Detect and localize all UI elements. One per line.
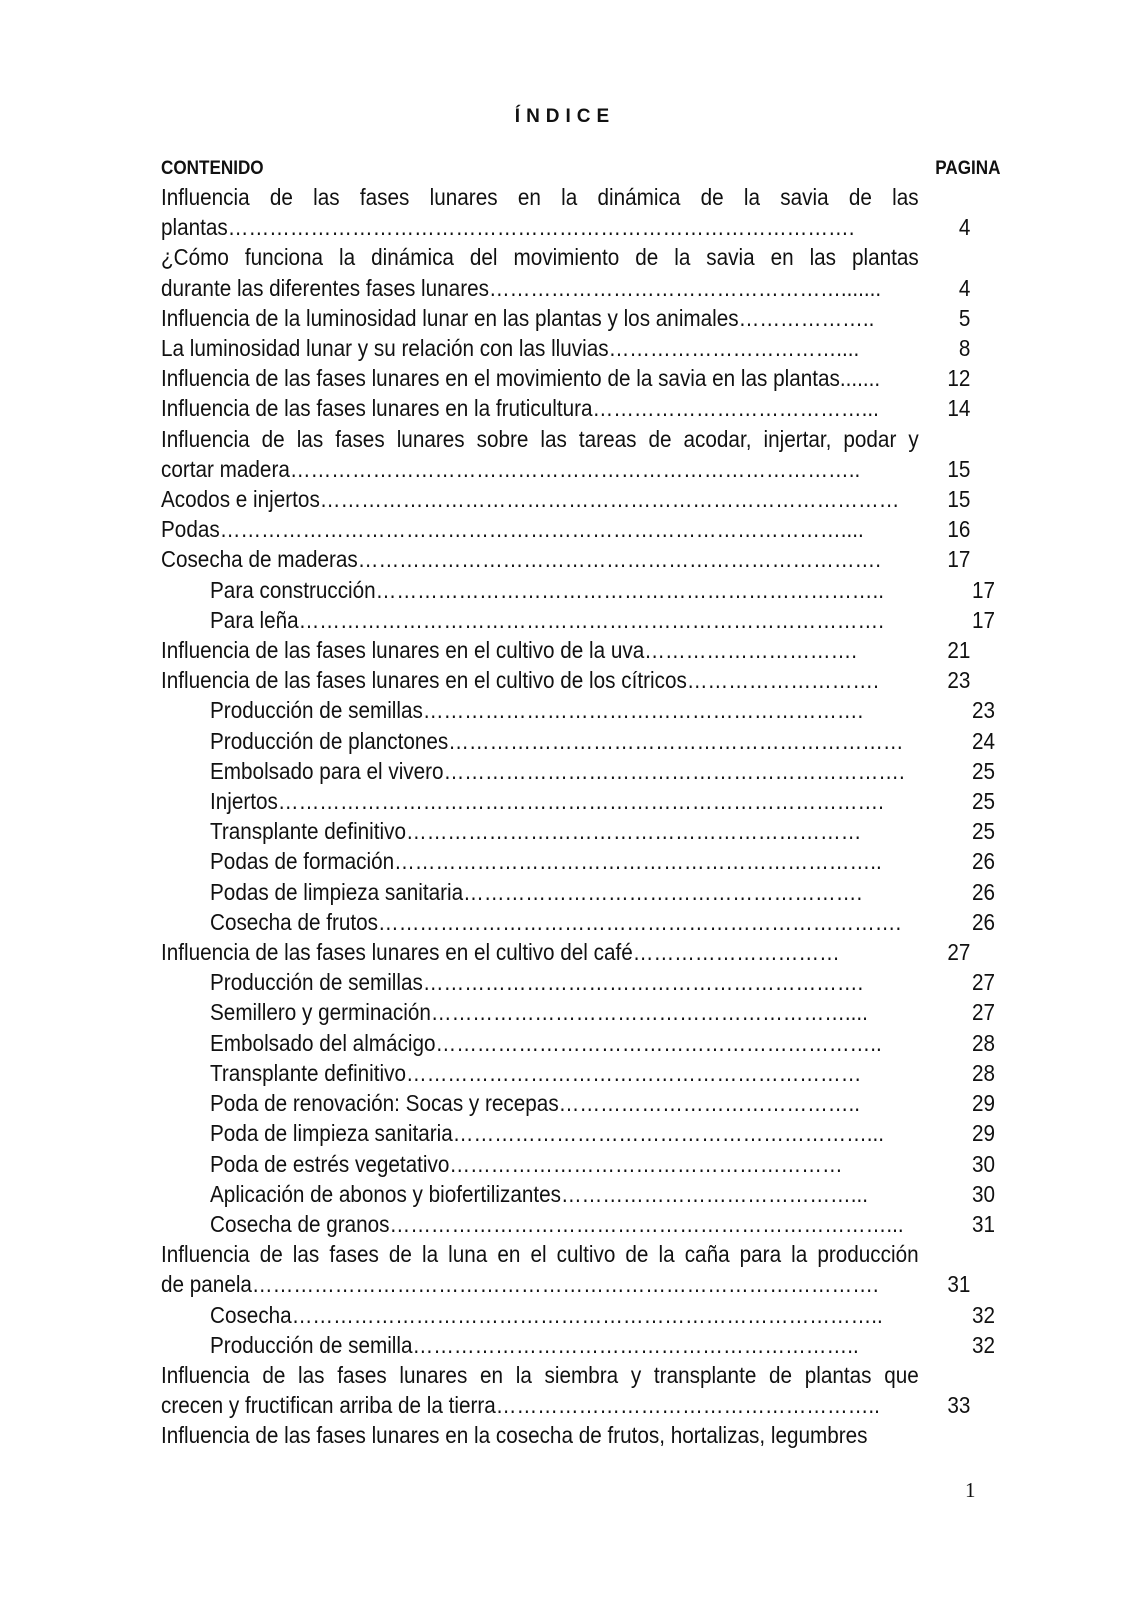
toc-page-number: 26	[971, 908, 995, 935]
toc-entry-continued	[161, 242, 983, 272]
toc-page-number: 17	[947, 546, 971, 573]
toc-page-number: 32	[971, 1301, 995, 1328]
toc-entry	[161, 1420, 983, 1450]
toc-entry-label: La luminosidad lunar y su relación con las lluvias……………………………....	[161, 335, 860, 362]
toc-entry-label: Para construcción………………………………………………………………..	[210, 576, 884, 603]
toc-entry-label: ¿Cómo funciona la dinámica del movimiento de la savia en las plantas	[161, 244, 919, 271]
toc-page-number: 27	[947, 939, 971, 966]
toc-entry-label: Influencia de las fases lunares en la dinámica de la savia de las	[161, 184, 919, 210]
toc-page-number: 21	[947, 637, 971, 664]
toc-entry-label: crecen y fructifican arriba de la tierra………………………………………………..	[161, 1392, 880, 1419]
toc-page-number: 23	[971, 697, 995, 724]
toc-entry-label: Embolsado para el vivero………………………………………………………….	[210, 757, 905, 784]
toc-entry	[161, 212, 983, 242]
toc-entry	[161, 816, 995, 846]
toc-entry	[161, 273, 983, 303]
toc-entry	[161, 1390, 983, 1420]
toc-page-number: 26	[971, 848, 995, 875]
toc-entry	[161, 1058, 995, 1088]
toc-entry-label: Para leña………………………………………………………………………….	[210, 606, 884, 633]
page-number-footer: 1	[965, 1478, 976, 1502]
toc-entry	[161, 846, 995, 876]
toc-entry	[161, 1209, 995, 1239]
toc-entry-label: Influencia de las fases lunares en la siembra y transplante de plantas que	[161, 1361, 919, 1388]
toc-entry-label: Producción de planctones…………………………………………………………	[210, 727, 904, 754]
toc-entry	[161, 665, 983, 695]
toc-entry-label: Influencia de las fases lunares sobre las tareas de acodar, injertar, podar y	[161, 425, 919, 452]
toc-entry	[161, 514, 983, 544]
toc-entry	[161, 695, 995, 725]
toc-entry	[161, 1330, 995, 1360]
toc-entry-label: Cosecha de maderas………………………………………………………………….	[161, 546, 882, 573]
toc-entry-label: Influencia de las fases lunares en el cultivo de los cítricos……………………….	[161, 667, 879, 694]
contents-column-header: CONTENIDO	[161, 158, 264, 179]
toc-page-number: 29	[971, 1120, 995, 1147]
toc-entry	[161, 303, 983, 333]
toc-entry-label: Cosecha de frutos………………………………………………………………….	[210, 908, 902, 935]
toc-entry	[161, 544, 983, 574]
toc-entry-label: Transplante definitivo…………………………………………………………	[210, 1059, 862, 1086]
toc-entry	[161, 575, 995, 605]
toc-entry-continued	[161, 1239, 983, 1269]
toc-entry-label: Poda de limpieza sanitaria……………………………………………………...	[210, 1120, 885, 1147]
toc-entry-label: Influencia de la luminosidad lunar en las plantas y los animales………………..	[161, 304, 875, 331]
toc-page-number: 24	[971, 727, 995, 754]
toc-entry-label: Influencia de las fases lunares en el movimiento de la savia en las plantas.......	[161, 365, 881, 392]
toc-entry-continued	[161, 182, 983, 212]
toc-entry-continued	[161, 1360, 983, 1390]
toc-page-number: 27	[971, 999, 995, 1026]
toc-page-number: 14	[947, 395, 971, 422]
toc-page-number: 4	[958, 214, 971, 241]
toc-entry-label: durante las diferentes fases lunares…………………………………………….......	[161, 274, 882, 301]
toc-entry	[161, 605, 995, 635]
toc-page-number: 15	[947, 455, 971, 482]
toc-page-number: 29	[971, 1090, 995, 1117]
toc-page-number: 25	[971, 818, 995, 845]
toc-entry	[161, 997, 995, 1027]
toc-entry-label: Injertos…………………………………………………………………………….	[210, 788, 884, 815]
toc-entry	[161, 393, 983, 423]
toc-entry-label: Influencia de las fases lunares en la cosecha de frutos, hortalizas, legumbres	[161, 1422, 868, 1449]
toc-page-number: 12	[947, 365, 971, 392]
toc-entry	[161, 363, 983, 393]
toc-entry-label: Influencia de las fases lunares en la fruticultura…………………………………...	[161, 395, 879, 422]
toc-entry-label: Acodos e injertos…………………………………………………………………………	[161, 486, 900, 513]
toc-page-number: 27	[971, 969, 995, 996]
toc-entry	[161, 1118, 995, 1148]
toc-entry-label: Embolsado del almácigo………………………………………………………..	[210, 1029, 882, 1056]
toc-page-number: 32	[971, 1331, 995, 1358]
table-of-contents	[161, 182, 995, 1451]
toc-entry-label: cortar madera………………………………………………………………………..	[161, 455, 861, 482]
toc-page-number: 25	[971, 788, 995, 815]
toc-entry	[161, 1179, 995, 1209]
toc-entry	[161, 1088, 995, 1118]
toc-page-number: 16	[947, 516, 971, 543]
toc-page-number: 5	[958, 304, 971, 331]
toc-entry-label: Producción de semillas……………………………………………………….	[210, 969, 864, 996]
toc-entry	[161, 756, 995, 786]
toc-entry	[161, 726, 995, 756]
toc-entry-label: Podas………………………………………………………………………………....	[161, 516, 864, 543]
toc-entry	[161, 937, 983, 967]
toc-entry-label: Producción de semilla………………………………………………………..	[210, 1331, 859, 1358]
toc-entry	[161, 333, 983, 363]
toc-page-number: 17	[971, 606, 995, 633]
toc-entry	[161, 454, 983, 484]
toc-page-number: 30	[971, 1150, 995, 1177]
page-title: ÍNDICE	[514, 106, 616, 127]
toc-entry-label: de panela……………………………………………………………………………….	[161, 1271, 879, 1298]
toc-entry-label: Poda de estrés vegetativo…………………………………………………	[210, 1150, 843, 1177]
toc-entry-continued	[161, 424, 983, 454]
toc-entry	[161, 877, 995, 907]
toc-page-number: 33	[947, 1392, 971, 1419]
toc-entry-label: Semillero y germinación……………………………………………………....	[210, 999, 868, 1026]
toc-page-number: 23	[947, 667, 971, 694]
toc-entry	[161, 967, 995, 997]
toc-entry-label: Producción de semillas……………………………………………………….	[210, 697, 864, 724]
toc-entry	[161, 1300, 995, 1330]
toc-entry-label: Aplicación de abonos y biofertilizantes……………………………………...	[210, 1180, 869, 1207]
toc-entry	[161, 635, 983, 665]
toc-entry-label: Cosecha…………………………………………………………………………..	[210, 1301, 883, 1328]
page-column-header: PAGINA	[934, 158, 1000, 179]
toc-entry-label: Transplante definitivo…………………………………………………………	[210, 818, 862, 845]
toc-entry-label: Podas de formación……………………………………………………………..	[210, 848, 882, 875]
toc-entry	[161, 484, 983, 514]
toc-entry-label: Cosecha de granos………………………………………………………………...	[210, 1210, 904, 1237]
toc-entry	[161, 1149, 995, 1179]
toc-page-number: 26	[971, 878, 995, 905]
toc-entry-label: Influencia de las fases lunares en el cultivo del café…………………………	[161, 939, 840, 966]
toc-entry-label: Podas de limpieza sanitaria………………………………………………….	[210, 878, 863, 905]
toc-entry-label: Poda de renovación: Socas y recepas……………………………………..	[210, 1090, 860, 1117]
toc-page-number: 31	[971, 1210, 995, 1237]
toc-entry-label: plantas……………………………………………………………………………….	[161, 214, 855, 241]
toc-page-number: 28	[971, 1059, 995, 1086]
toc-page-number: 28	[971, 1029, 995, 1056]
toc-page-number: 30	[971, 1180, 995, 1207]
toc-page-number: 15	[947, 486, 971, 513]
toc-page-number: 31	[947, 1271, 971, 1298]
toc-entry-label: Influencia de las fases lunares en el cultivo de la uva………………………….	[161, 637, 858, 664]
toc-entry-label: Influencia de las fases de la luna en el cultivo de la caña para la producción	[161, 1241, 919, 1268]
toc-page-number: 17	[971, 576, 995, 603]
toc-entry	[161, 1028, 995, 1058]
toc-page-number: 25	[971, 757, 995, 784]
toc-page-number: 8	[958, 335, 971, 362]
toc-entry	[161, 907, 995, 937]
toc-entry	[161, 786, 995, 816]
toc-entry	[161, 1269, 983, 1299]
toc-page-number: 4	[958, 274, 971, 301]
